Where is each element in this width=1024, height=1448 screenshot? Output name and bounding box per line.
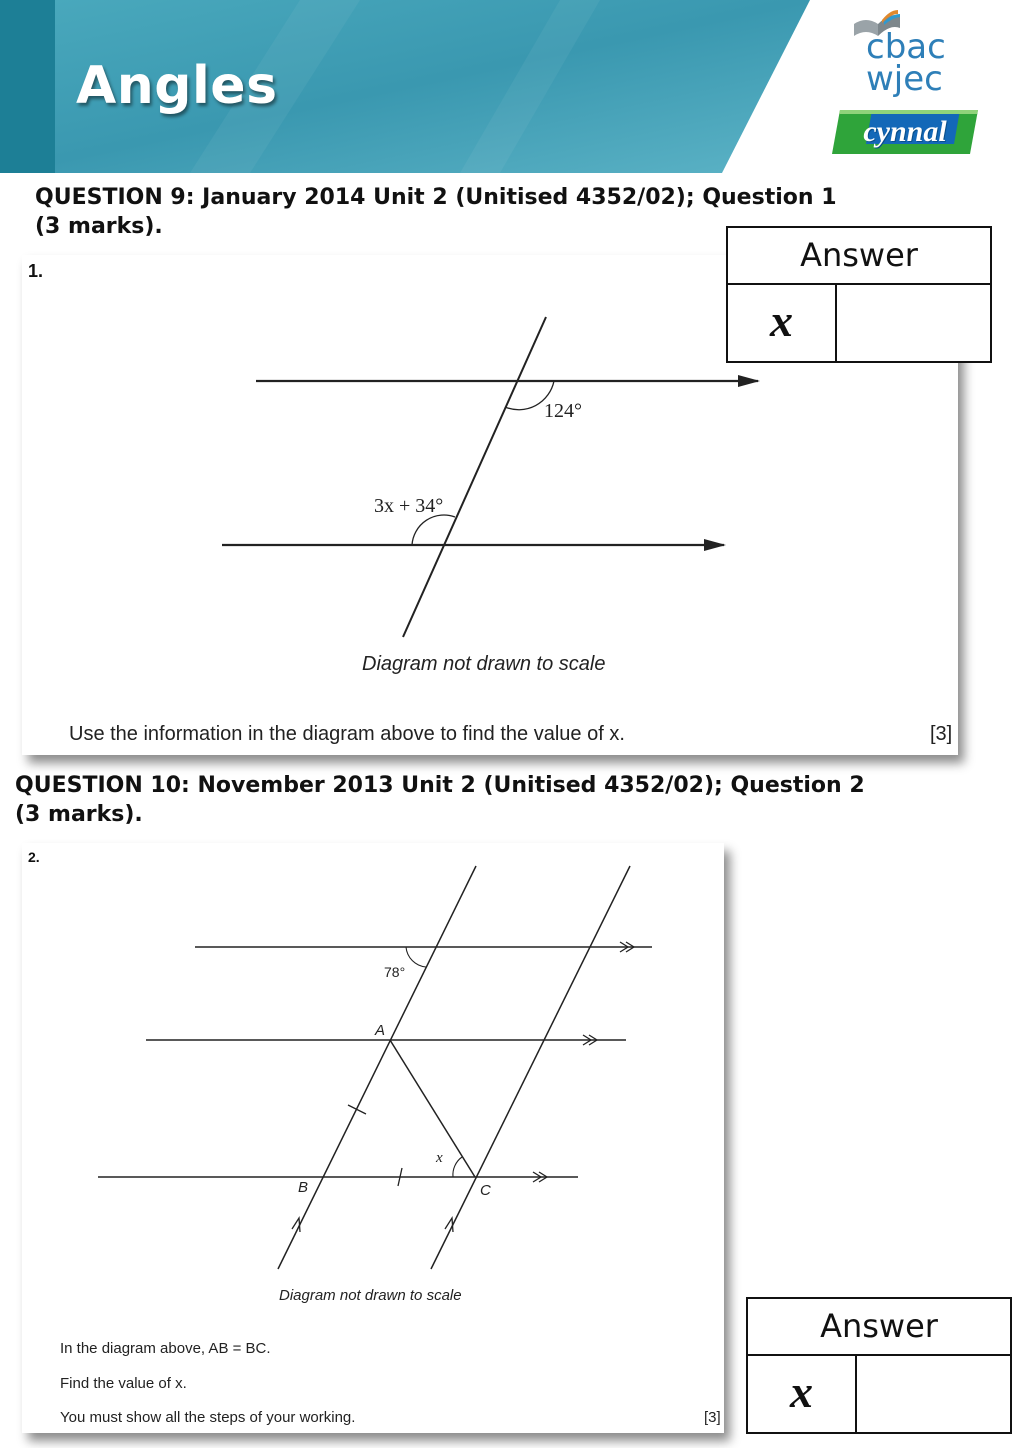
transversal	[403, 317, 546, 637]
question-9-answer-box	[726, 226, 992, 363]
question-9-heading-line1: QUESTION 9: January 2014 Unit 2 (Unitised 4352/02); Question 1	[35, 185, 837, 210]
angle-arc-78	[406, 947, 426, 967]
question-9-answer-input[interactable]	[838, 286, 988, 359]
point-label-b: B	[298, 1179, 309, 1196]
angle-label-78: 78°	[384, 964, 406, 980]
question-10-marks: [3]	[704, 1409, 721, 1426]
question-10-text-3: You must show all the steps of your working.	[60, 1409, 356, 1426]
question-10-answer-input[interactable]	[858, 1357, 1008, 1430]
answer-vdivider	[855, 1354, 857, 1432]
line-ac	[390, 1040, 475, 1177]
question-9-marks: [3]	[930, 723, 953, 745]
page-title: Angles	[76, 56, 278, 116]
question-10-heading-line1: QUESTION 10: November 2013 Unit 2 (Unitised 4352/02); Question 2	[15, 773, 865, 798]
question-9-heading	[35, 183, 837, 241]
angle-label-3x: 3x + 34°	[374, 495, 444, 517]
wjec-logo	[852, 6, 992, 166]
cynnal-badge	[832, 110, 978, 154]
angle-label-x: x	[436, 1150, 443, 1166]
question-10-caption: Diagram not drawn to scale	[279, 1287, 462, 1304]
question-10-heading-line2: (3 marks).	[15, 802, 143, 827]
slant-arrow-right	[445, 1218, 453, 1232]
question-9-number: 1.	[28, 261, 44, 281]
angle-label-124: 124°	[544, 400, 582, 422]
logo-cbac-text: cbac	[866, 27, 946, 67]
cynnal-badge-text: cynnal	[863, 115, 947, 148]
question-9-text: Use the information in the diagram above to find the value of x.	[69, 723, 625, 745]
angle-arc-3x	[412, 515, 455, 545]
question-10-card	[22, 843, 724, 1433]
question-9-caption: Diagram not drawn to scale	[362, 653, 606, 675]
answer-divider	[728, 283, 990, 285]
answer-title: Answer	[800, 236, 918, 274]
answer-vdivider	[835, 283, 837, 361]
point-label-c: C	[480, 1182, 491, 1199]
question-10-text-1: In the diagram above, AB = BC.	[60, 1340, 271, 1357]
angle-arc-x	[453, 1157, 462, 1177]
answer-title: Answer	[820, 1307, 938, 1345]
question-10-number: 2.	[28, 849, 40, 865]
header-banner	[0, 0, 1024, 173]
point-label-a: A	[375, 1022, 386, 1039]
question-10-answer-box	[746, 1297, 1012, 1434]
answer-variable: x	[790, 1366, 813, 1417]
slanted-line-left	[278, 866, 476, 1269]
question-9-heading-line2: (3 marks).	[35, 214, 163, 239]
tick-ab	[348, 1105, 366, 1114]
question-10-heading	[15, 771, 865, 829]
answer-variable: x	[770, 295, 793, 346]
logo-wjec-text: wjec	[866, 59, 943, 99]
answer-divider	[748, 1354, 1010, 1356]
slanted-line-right	[431, 866, 630, 1269]
question-10-text-2: Find the value of x.	[60, 1375, 187, 1392]
